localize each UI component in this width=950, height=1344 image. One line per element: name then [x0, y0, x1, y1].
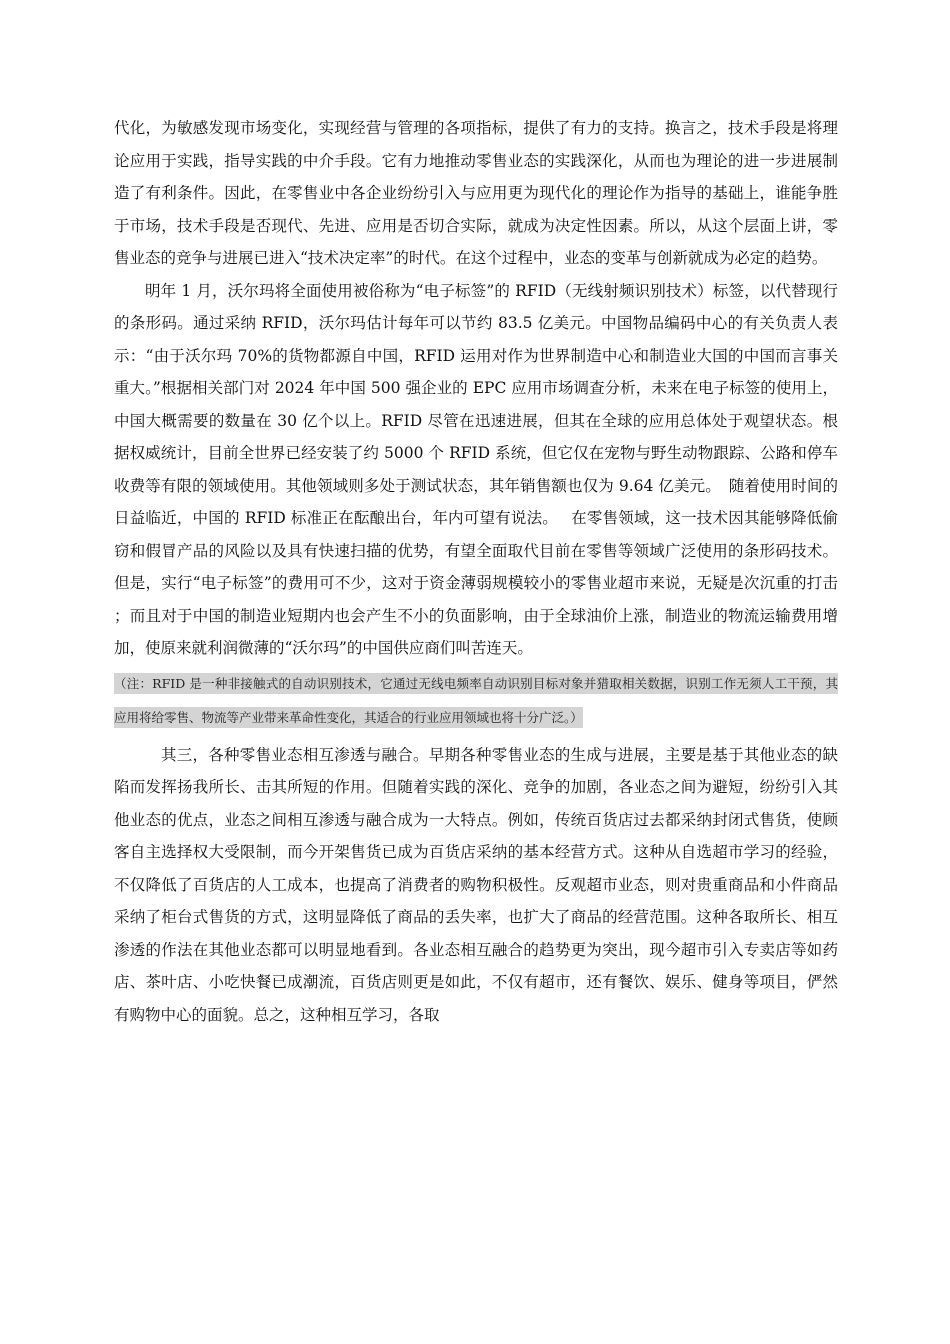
- paragraph-technology-decides: 代化，为敏感发现市场变化，实现经营与管理的各项指标，提供了有力的支持。换言之，技术手段是将理论应用于实践，指导实践的中介手段。它有力地推动零售业态的实践深化，从而也为理论的进一步进展制造了有利条件。因此，在零售业中各企业纷纷引入与应用更为现代化的理论作为指导的基础上，谁能争胜于市场，技术手段是否现代、先进、应用是否切合实际，就成为决定性因素。所以，从这个层面上讲，零售业态的竞争与进展已进入“技术决定率”的时代。在这个过程中，业态的变革与创新就成为必定的趋势。: [114, 119, 838, 267]
- paragraph-walmart-rfid: 明年 1 月，沃尔玛将全面使用被俗称为“电子标签”的 RFID（无线射频识别技术）标签，以代替现行的条形码。通过采纳 RFID，沃尔玛估计每年可以节约 83.5 亿美元。中国物品编码中心的有关负责人表示：“由于沃尔玛 70%的货物都源自中国，RFID 运用对作为世界制造中心和制造业大国的中国而言事关重大。”根据相关部门对 2024 年中国 500 强企业的 EPC 应用市场调查分析，未来在电子标签的使用上，中国大概需要的数量在 30 亿个以上。RFID 尽管在迅速进展，但其在全球的应用总体处于观望状态。根据权威统计，目前全世界已经安装了约 5000 个 RFID 系统，但它仅在宠物与野生动物跟踪、公路和停车收费等有限的领域使用。其他领域则多处于测试状态，其年销售额也仅为 9.64 亿美元。 随着使用时间的日益临近，中国的 RFID 标准正在酝酿出台，年内可望有说法。 在零售领域，这一技术因其能够降低偷窃和假冒产品的风险以及具有快速扫描的优势，有望全面取代目前在零售等领域广泛使用的条形码技术。但是，实行“电子标签”的费用可不少，这对于资金薄弱规模较小的零售业超市来说，无疑是次沉重的打击；而且对于中国的制造业短期内也会产生不小的负面影响，由于全球油价上涨，制造业的物流运输费用增加，使原来就利润微薄的“沃尔玛”的中国供应商们叫苦连天。: [114, 281, 838, 657]
- paragraph-formats-merge: 其三，各种零售业态相互渗透与融合。早期各种零售业态的生成与进展，主要是基于其他业态的缺陷而发挥扬我所长、击其所短的作用。但随着实践的深化、竞争的加剧，各业态之间为避短，纷纷引入其他业态的优点，业态之间相互渗透与融合成为一大特点。例如，传统百货店过去都采纳封闭式售货，使顾客自主选择权大受限制，而今开架售货已成为百货店采纳的基本经营方式。这种从自选超市学习的经验，不仅降低了百货店的人工成本，也提高了消费者的购物积极性。反观超市业态，则对贵重商品和小件商品采纳了柜台式售货的方式，这明显降低了商品的丢失率，也扩大了商品的经营范围。这种各取所长、相互渗透的作法在其他业态都可以明显地看到。各业态相互融合的趋势更为突出，现今超市引入专卖店等如药店、茶叶店、小吃快餐已成潮流，百货店则更是如此，不仅有超市，还有餐饮、娱乐、健身等项目，俨然有购物中心的面貌。总之，这种相互学习，各取: [114, 745, 838, 1024]
- rfid-note: [114, 667, 838, 735]
- rfid-note-text: （注：RFID 是一种非接触式的自动识别技术，它通过无线电频率自动识别目标对象并猎取相关数据，识别工作无须人工干预，其应用将给零售、物流等产业带来革命性变化，其适合的行业应用领域也将十分广泛。）: [114, 673, 838, 728]
- document-page: [114, 112, 838, 1031]
